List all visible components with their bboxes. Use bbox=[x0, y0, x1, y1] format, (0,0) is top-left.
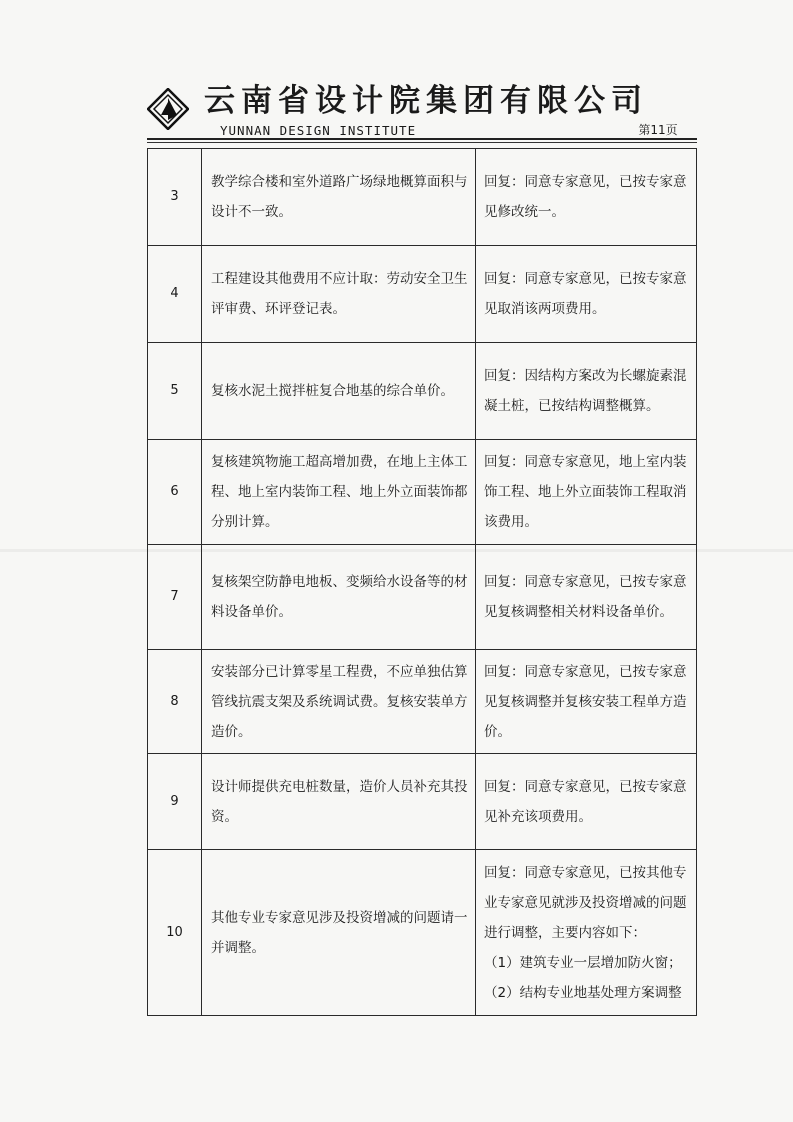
company-name-en: YUNNAN DESIGN INSTITUTE bbox=[220, 123, 417, 138]
table-row bbox=[148, 246, 697, 343]
reply-text: 回复：同意专家意见，已按专家意见取消该两项费用。 bbox=[476, 246, 697, 343]
row-number: 10 bbox=[148, 850, 202, 1016]
reply-text: 回复：同意专家意见，已按专家意见修改统一。 bbox=[476, 149, 697, 246]
reply-text: 回复：同意专家意见，已按其他专业专家意见就涉及投资增减的问题进行调整，主要内容如下： bbox=[484, 864, 687, 941]
expert-opinion: 复核建筑物施工超高增加费，在地上主体工程、地上室内装饰工程、地上外立面装饰都分别计算。 bbox=[202, 440, 476, 545]
expert-opinion: 工程建设其他费用不应计取：劳动安全卫生评审费、环评登记表。 bbox=[202, 246, 476, 343]
reply-text: 回复：同意专家意见，已按专家意见补充该项费用。 bbox=[476, 754, 697, 850]
header-divider bbox=[147, 138, 697, 140]
row-number: 8 bbox=[148, 650, 202, 754]
expert-opinion: 其他专业专家意见涉及投资增减的问题请一并调整。 bbox=[202, 850, 476, 1016]
expert-opinion: 复核架空防静电地板、变频给水设备等的材料设备单价。 bbox=[202, 545, 476, 650]
reply-cell bbox=[476, 850, 697, 1016]
header-divider-thin bbox=[147, 142, 697, 143]
row-number: 9 bbox=[148, 754, 202, 850]
reply-text: 回复：同意专家意见，已按专家意见复核调整相关材料设备单价。 bbox=[476, 545, 697, 650]
reply-item: （1）建筑专业一层增加防火窗； bbox=[484, 954, 682, 971]
triangle-diamond-logo-icon bbox=[147, 88, 189, 130]
row-number: 7 bbox=[148, 545, 202, 650]
table-row bbox=[148, 754, 697, 850]
row-number: 6 bbox=[148, 440, 202, 545]
reply-item: （2）结构专业地基处理方案调整 bbox=[484, 984, 682, 1001]
review-response-table bbox=[147, 148, 697, 1016]
reply-text: 回复：因结构方案改为长螺旋素混凝土桩，已按结构调整概算。 bbox=[476, 343, 697, 440]
expert-opinion: 设计师提供充电桩数量，造价人员补充其投资。 bbox=[202, 754, 476, 850]
expert-opinion: 教学综合楼和室外道路广场绿地概算面积与设计不一致。 bbox=[202, 149, 476, 246]
row-number: 5 bbox=[148, 343, 202, 440]
table-row bbox=[148, 149, 697, 246]
table-row bbox=[148, 850, 697, 1016]
company-name-cn: 云南省设计院集团有限公司 bbox=[204, 83, 648, 119]
table-row bbox=[148, 343, 697, 440]
expert-opinion: 复核水泥土搅拌桩复合地基的综合单价。 bbox=[202, 343, 476, 440]
reply-text: 回复：同意专家意见，地上室内装饰工程、地上外立面装饰工程取消该费用。 bbox=[476, 440, 697, 545]
row-number: 4 bbox=[148, 246, 202, 343]
expert-opinion: 安装部分已计算零星工程费，不应单独估算管线抗震支架及系统调试费。复核安装单方造价。 bbox=[202, 650, 476, 754]
page-number: 第11页 bbox=[638, 123, 678, 137]
row-number: 3 bbox=[148, 149, 202, 246]
table-row bbox=[148, 545, 697, 650]
reply-text: 回复：同意专家意见，已按专家意见复核调整并复核安装工程单方造价。 bbox=[476, 650, 697, 754]
table-row bbox=[148, 650, 697, 754]
table-row bbox=[148, 440, 697, 545]
